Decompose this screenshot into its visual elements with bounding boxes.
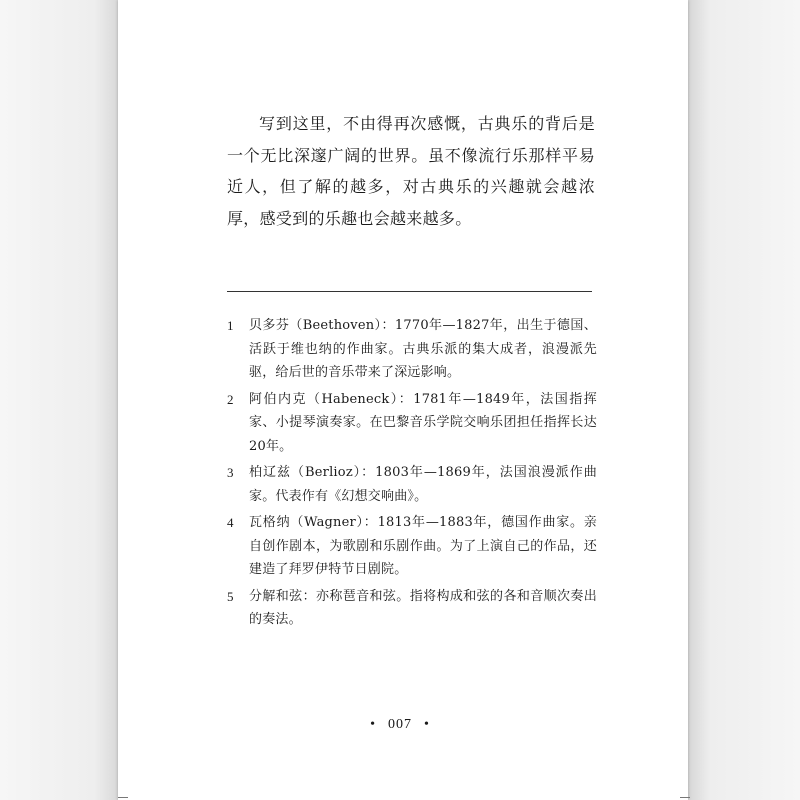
footnote-number: 3 xyxy=(227,465,234,480)
footnote-list xyxy=(227,314,597,635)
footnote-divider xyxy=(227,291,592,292)
page-number-right-dot: • xyxy=(424,717,430,732)
page-number xyxy=(0,717,800,733)
page-number-value: 007 xyxy=(388,717,412,732)
footnote-text: 分解和弦：亦称琶音和弦。指将构成和弦的各和音顺次奏出的奏法。 xyxy=(249,588,597,627)
crop-mark-left xyxy=(118,797,128,798)
page-number-left-dot: • xyxy=(370,717,376,732)
right-page-edge xyxy=(688,0,800,800)
footnote-number: 1 xyxy=(227,318,234,333)
crop-mark-right xyxy=(680,797,690,798)
body-paragraph: 写到这里，不由得再次感慨，古典乐的背后是一个无比深邃广阔的世界。虽不像流行乐那样平易近人，但了解的越多，对古典乐的兴趣就会越浓厚，感受到的乐趣也会越来越多。 xyxy=(227,114,595,228)
footnote-text: 瓦格纳（Wagner）：1813年—1883年，德国作曲家。亲自创作剧本，为歌剧和乐剧作曲。为了上演自己的作品，还建造了拜罗伊特节日剧院。 xyxy=(249,515,597,577)
footnote-number: 2 xyxy=(227,391,234,407)
left-page-edge xyxy=(0,0,118,800)
footnote-text: 柏辽兹（Berlioz）：1803年—1869年，法国浪漫派作曲家。代表作有《幻想交响曲》。 xyxy=(249,465,597,504)
footnote-item xyxy=(227,511,597,582)
footnote-text: 阿伯内克（Habeneck）：1781年—1849年，法国指挥家、小提琴演奏家。在巴黎音乐学院交响乐团担任指挥长达20年。 xyxy=(249,391,597,454)
footnote-number: 5 xyxy=(227,588,234,604)
footnote-text: 贝多芬（Beethoven）：1770年—1827年，出生于德国、活跃于维也纳的作曲家。古典乐派的集大成者，浪漫派先驱，给后世的音乐带来了深远影响。 xyxy=(249,318,597,380)
footnote-number: 4 xyxy=(227,515,234,530)
footnote-item xyxy=(227,388,597,459)
footnote-item xyxy=(227,461,597,508)
footnote-item xyxy=(227,314,597,385)
footnote-item xyxy=(227,585,597,632)
